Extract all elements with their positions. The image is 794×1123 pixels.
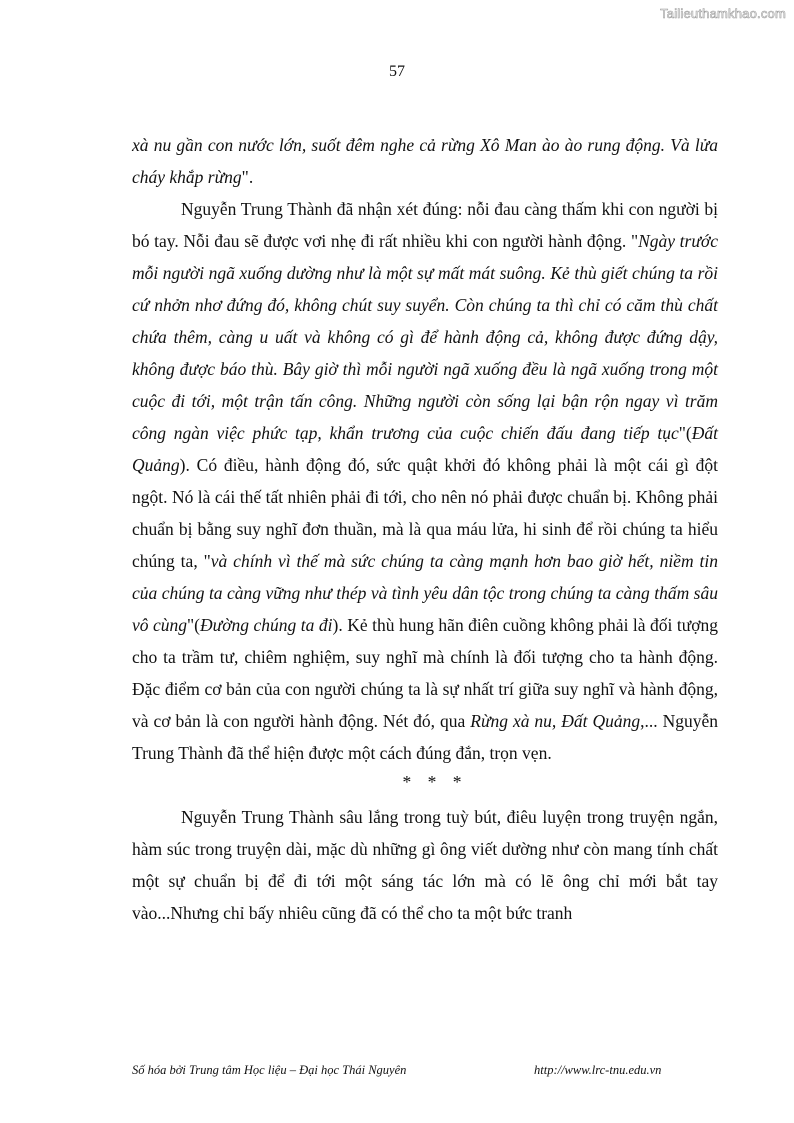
- text-run: ). Kẻ thù hung hãn điên cuồng không phải là đối tượng cho ta trầm tư, chiêm nghiệm, suy nghĩ mà chính là đối tượng cho ta hành động. Đặc điểm cơ bản của con người chúng ta là sự nhất trí giữa suy nghĩ và hành động, và cơ bản là con người hành động. Nét đó, qua: [132, 615, 718, 731]
- watermark-text: Tailieuthamkhao.com: [660, 6, 786, 21]
- section-separator: * * *: [402, 772, 468, 792]
- footer-url: http://www.lrc-tnu.edu.vn: [534, 1063, 662, 1077]
- text-run: ".: [241, 167, 254, 187]
- paragraph-1: [132, 129, 718, 193]
- page-footer: [132, 1063, 672, 1078]
- paragraph-3: [132, 801, 718, 929]
- text-run: Nguyễn Trung Thành đã nhận xét đúng: nỗi đau càng thấm khi con người bị bó tay. Nỗi đau sẽ được vơi nhẹ đi rất nhiều khi con người hành động. ": [132, 199, 718, 251]
- text-run: ). Có điều, hành động đó, sức quật khởi đó không phải là một cái gì đột ngột. Nó là cái thế tất nhiên phải đi tới, cho nên nó phải được chuẩn bị. Không phải chuẩn bị bằng suy nghĩ đơn thuần, mà là qua máu lửa, hi sinh để rồi chúng ta hiểu chúng ta, ": [132, 455, 718, 571]
- italic-text-run: Rừng xà nu, Đất Quảng: [470, 711, 641, 731]
- italic-text-run: Đất Quảng: [132, 423, 718, 475]
- text-run: Nguyễn Trung Thành sâu lắng trong tuỳ bút, điêu luyện trong truyện ngắn, hàm súc trong truyện dài, mặc dù những gì ông viết dường như còn mang tính chất một sự chuẩn bị để đi tới một sáng tác lớn mà có lẽ ông chỉ mới bắt tay vào...Nhưng chỉ bấy nhiêu cũng đã có thể cho ta một bức tranh: [132, 807, 718, 923]
- italic-text-run: Ngày trước mỗi người ngã xuống dường như là một sự mất mát suông. Kẻ thù giết chúng ta rồi cứ nhởn nhơ đứng đó, không chút suy suyển. Còn chúng ta thì chỉ có căm thù chất chứa thêm, càng u uất và không có gì để hành động cả, không được đứng dậy, không được báo thù. Bây giờ thì mỗi người ngã xuống đều là ngã xuống trong một cuộc đi tới, một trận tấn công. Những người còn sống lại bận rộn ngay vì trăm công ngàn việc phức tạp, khẩn trương của cuộc chiến đấu đang tiếp tục: [132, 231, 718, 443]
- text-run: ,... Nguyễn Trung Thành đã thể hiện được một cách đúng đắn, trọn vẹn.: [132, 711, 719, 763]
- footer-source: Số hóa bởi Trung tâm Học liệu – Đại học Thái Nguyên: [132, 1063, 407, 1077]
- page-body: [132, 129, 718, 929]
- page-number: 57: [389, 63, 405, 80]
- text-run: "(: [678, 423, 692, 443]
- text-run: "(: [187, 615, 201, 635]
- paragraph-2: [132, 193, 718, 769]
- italic-text-run: Đường chúng ta đi: [200, 615, 333, 635]
- italic-text-run: và chính vì thế mà sức chúng ta càng mạnh hơn bao giờ hết, niềm tin của chúng ta càng vững như thép và tình yêu dân tộc trong chúng ta càng thấm sâu vô cùng: [132, 551, 718, 635]
- italic-text-run: xà nu gần con nước lớn, suốt đêm nghe cả rừng Xô Man ào ào rung động. Và lửa cháy khắp rừng: [132, 135, 718, 187]
